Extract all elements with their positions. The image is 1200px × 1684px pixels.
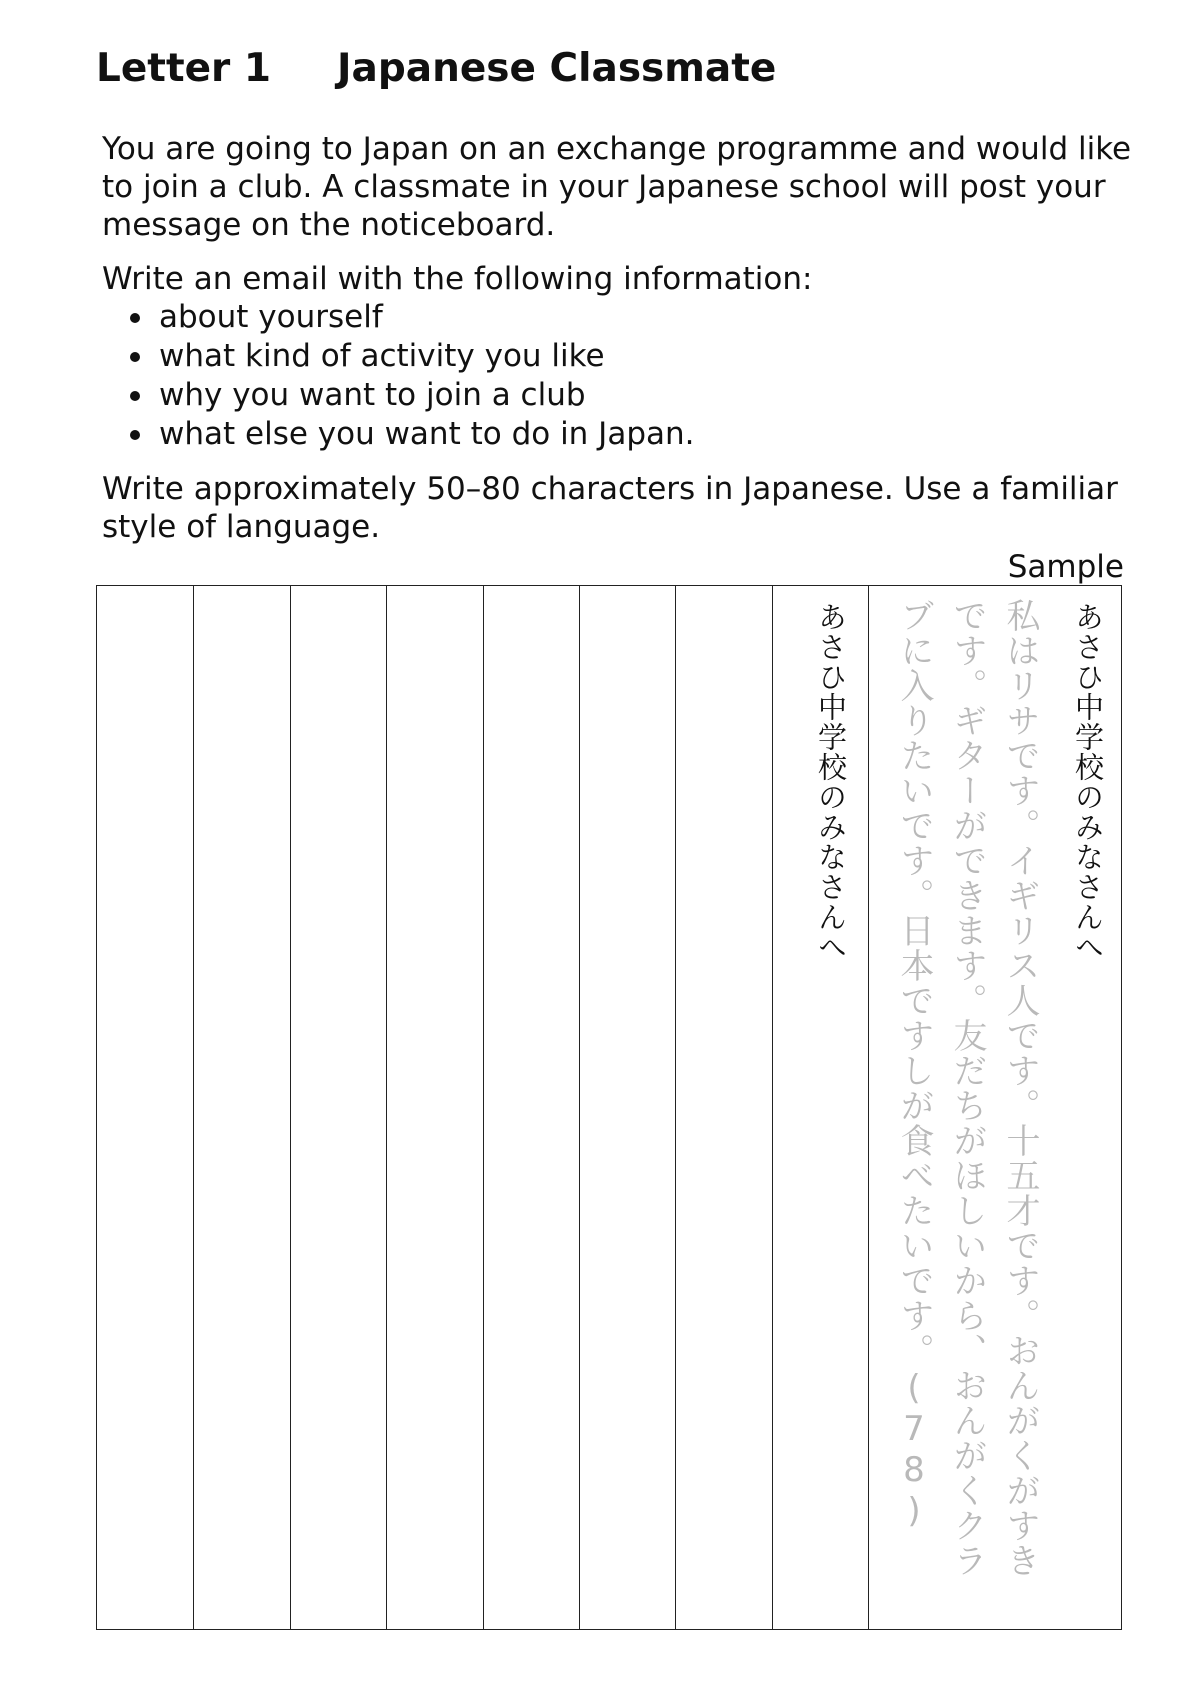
answer-greeting: あさひ中学校のみなさんへ	[814, 602, 848, 962]
bullet-icon	[130, 391, 140, 401]
length-instruction: Write approximately 50–80 characters in Japanese. Use a familiar style of language.	[102, 471, 1118, 545]
scenario-paragraph: You are going to Japan on an exchange programme and would like to join a club. A classmate in your Japanese school will post your message on the noticeboard.	[102, 131, 1132, 243]
column-divider	[483, 586, 484, 1629]
sample-label: Sample	[1007, 549, 1124, 585]
list-item-label: about yourself	[159, 299, 383, 335]
list-item-label: what else you want to do in Japan.	[159, 416, 695, 452]
column-divider	[675, 586, 676, 1629]
sample-answer-text: 私はリサです。イギリス人です。十五才です。おんがくがすきです。ギターができます。友だちがほしいから、おんがくクラブに入りたいです。日本ですしが食べたいです。(78)	[894, 598, 1040, 1578]
task-intro: Write an email with the following information:	[102, 261, 813, 297]
list-item-label: what kind of activity you like	[159, 338, 605, 374]
column-divider	[772, 586, 773, 1629]
column-divider	[579, 586, 580, 1629]
column-divider	[386, 586, 387, 1629]
column-divider	[868, 586, 869, 1629]
list-item	[128, 298, 695, 337]
list-item	[128, 415, 695, 454]
bullet-icon	[130, 430, 140, 440]
content-points-list	[128, 298, 695, 454]
letter-number: Letter 1	[96, 46, 271, 91]
list-item-label: why you want to join a club	[159, 377, 586, 413]
writing-grid[interactable]	[96, 585, 1122, 1630]
column-divider	[290, 586, 291, 1629]
list-item	[128, 376, 695, 415]
list-item	[128, 337, 695, 376]
column-divider	[193, 586, 194, 1629]
bullet-icon	[130, 352, 140, 362]
page-title: Japanese Classmate	[337, 46, 777, 91]
bullet-icon	[130, 313, 140, 323]
sample-greeting: あさひ中学校のみなさんへ	[1071, 602, 1105, 962]
